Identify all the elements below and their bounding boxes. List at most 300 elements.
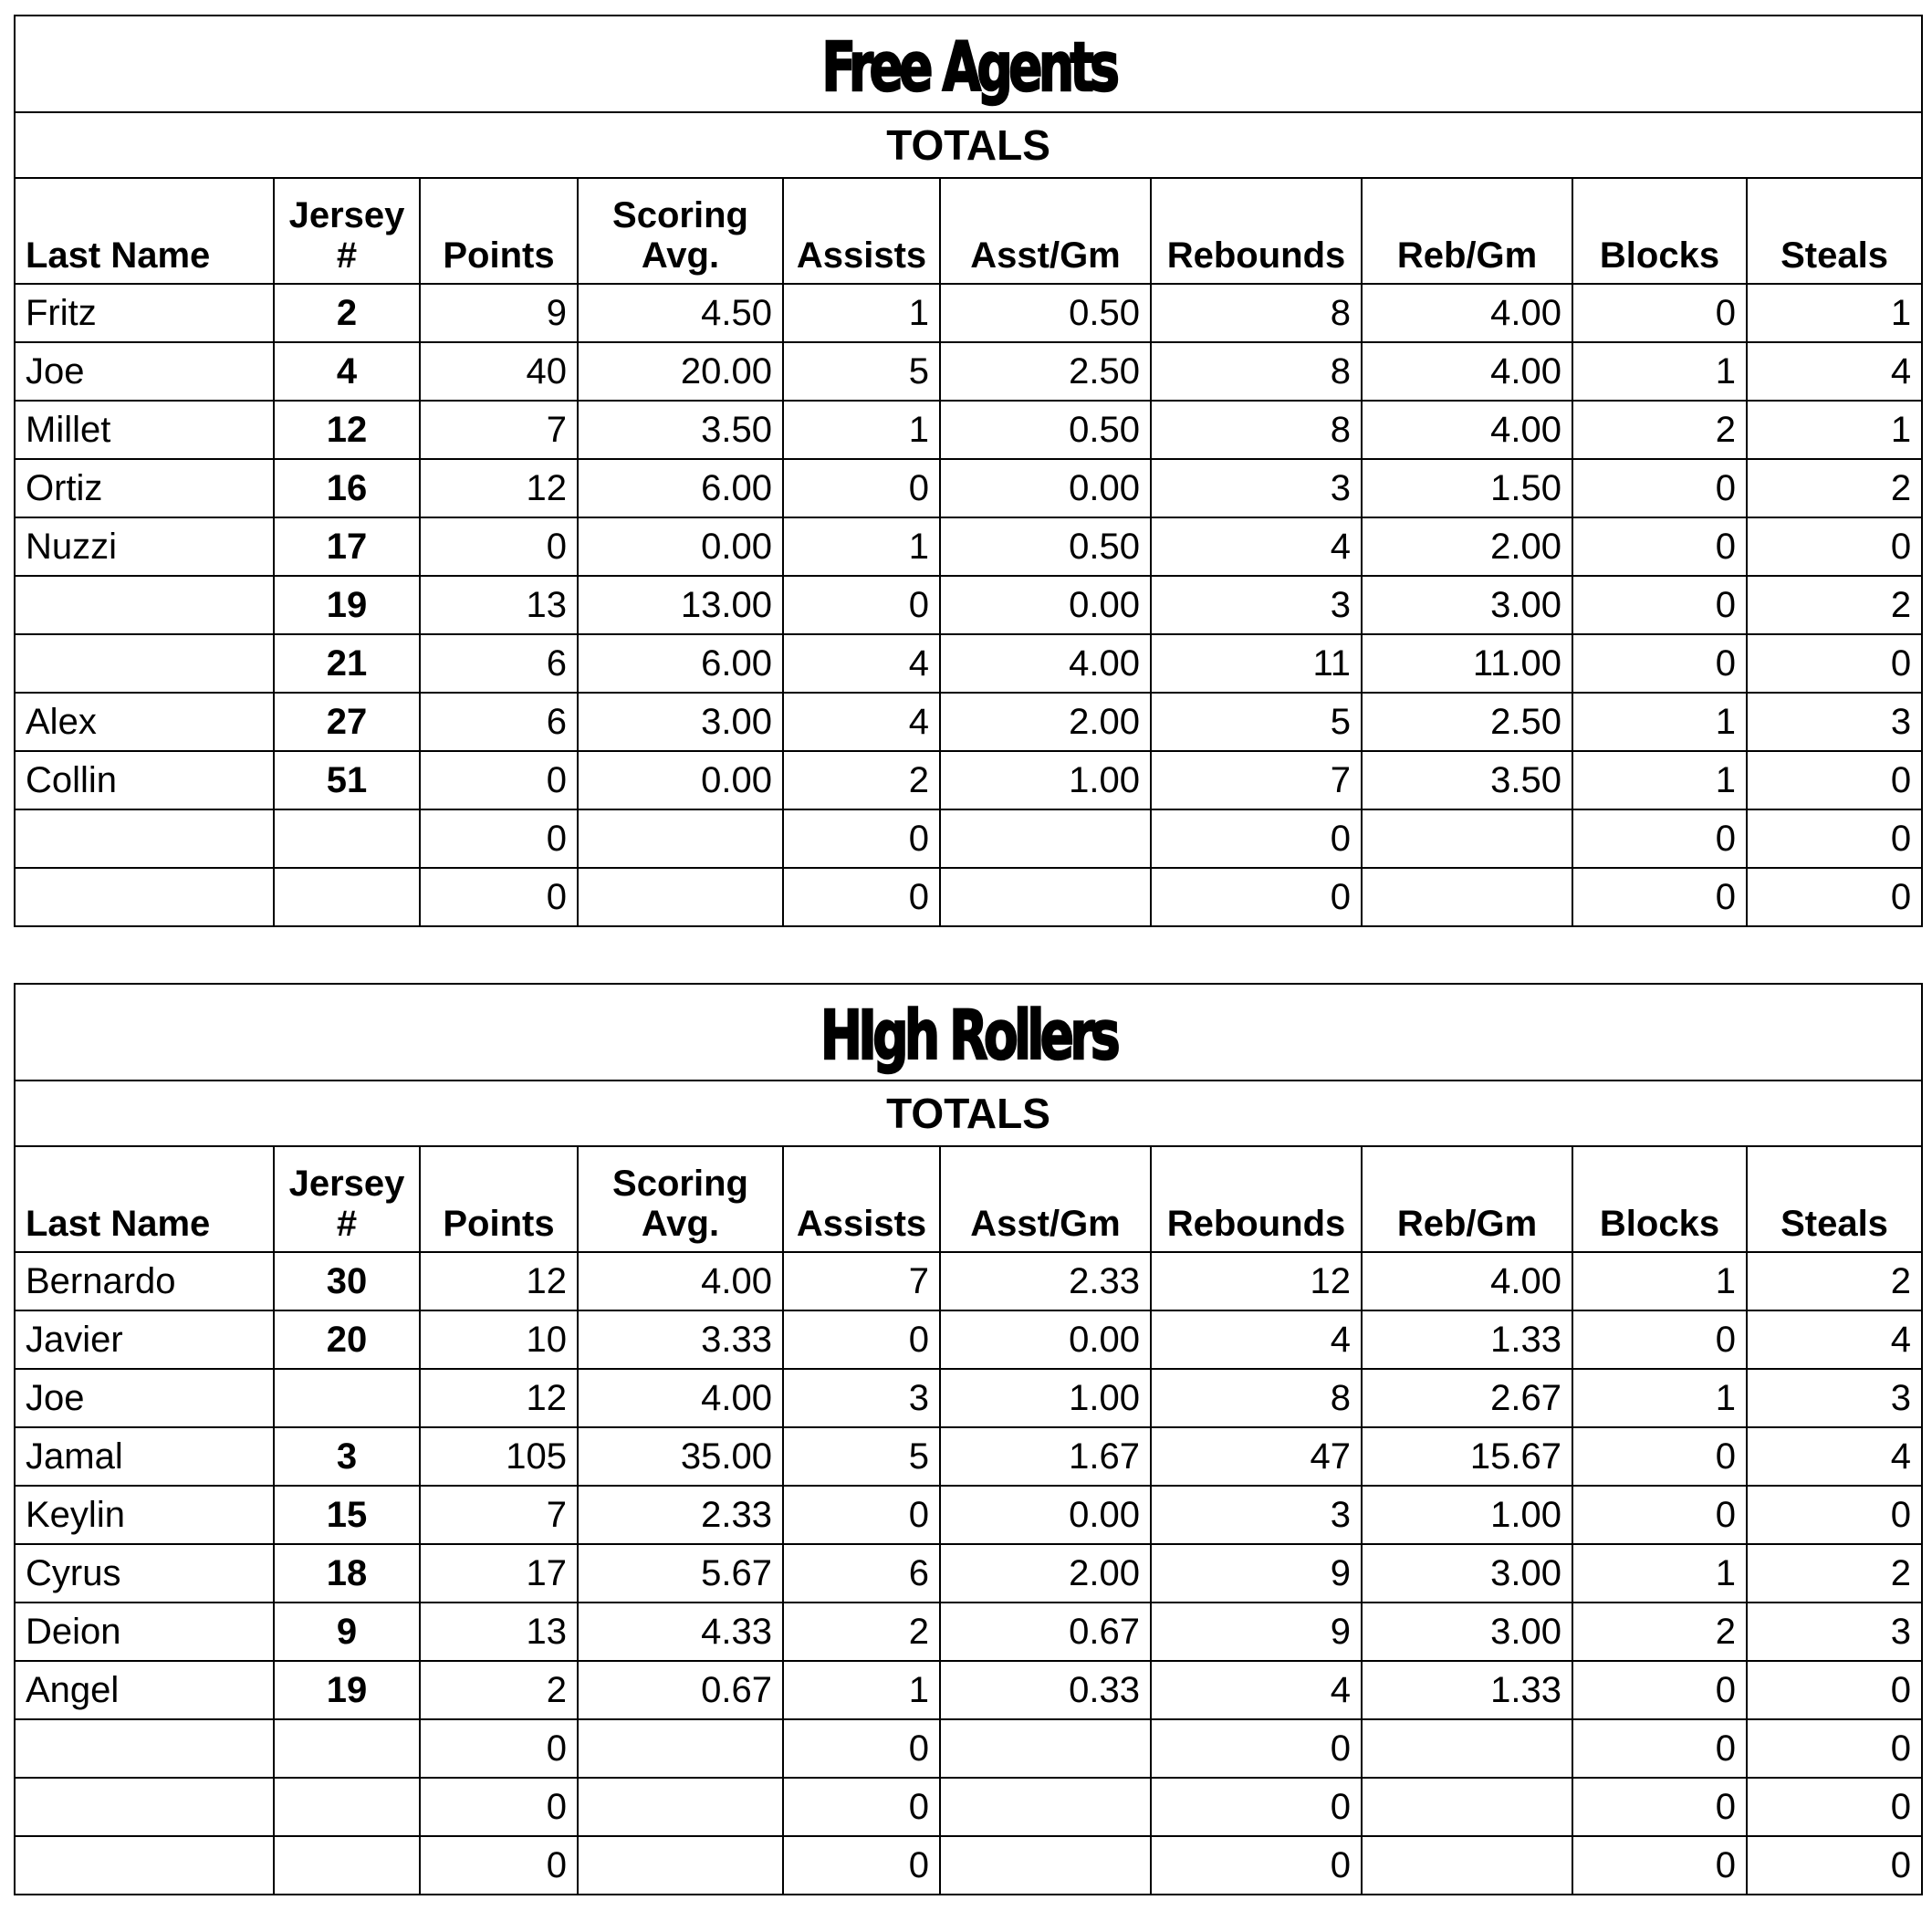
cell-blocks: 0 [1572,1427,1747,1486]
table-row [15,1661,1922,1719]
cell-points: 40 [420,342,578,401]
cell-steals: 0 [1747,1836,1922,1895]
cell-last-name [15,634,274,693]
cell-assists: 0 [783,576,940,634]
cell-jersey: 19 [274,1661,420,1719]
cell-points: 6 [420,634,578,693]
header-text: Last Name [26,1204,211,1244]
cell-points: 9 [420,284,578,342]
header-rebounds [1151,178,1362,284]
cell-asst-gm [940,868,1151,926]
cell-blocks: 0 [1572,284,1747,342]
cell-asst-gm: 0.00 [940,1310,1151,1369]
header-text: Assists [796,235,927,276]
cell-asst-gm: 4.00 [940,634,1151,693]
header-assists [783,1146,940,1252]
cell-rebounds: 9 [1151,1544,1362,1603]
cell-last-name: Alex [15,693,274,751]
cell-blocks: 1 [1572,1252,1747,1310]
cell-asst-gm: 1.00 [940,751,1151,809]
cell-points: 0 [420,1836,578,1895]
header-points [420,178,578,284]
cell-rebounds: 8 [1151,401,1362,459]
cell-reb-gm: 15.67 [1362,1427,1572,1486]
cell-steals: 2 [1747,1252,1922,1310]
cell-asst-gm: 1.67 [940,1427,1151,1486]
cell-reb-gm [1362,809,1572,868]
table-row [15,1486,1922,1544]
cell-assists: 0 [783,868,940,926]
cell-rebounds: 3 [1151,459,1362,517]
header-text: Steals [1781,235,1888,276]
cell-scoring-avg: 5.67 [578,1544,783,1603]
cell-points: 13 [420,1603,578,1661]
cell-steals: 4 [1747,342,1922,401]
cell-rebounds: 11 [1151,634,1362,693]
table-row [15,751,1922,809]
header-text: Avg. [641,235,720,276]
header-assists [783,178,940,284]
cell-steals: 0 [1747,868,1922,926]
table-row [15,1544,1922,1603]
header-text: # [336,235,358,276]
cell-rebounds: 0 [1151,868,1362,926]
cell-last-name [15,809,274,868]
totals-row [15,1081,1922,1146]
header-blocks [1572,1146,1747,1252]
table-row [15,1778,1922,1836]
cell-asst-gm: 0.50 [940,284,1151,342]
cell-reb-gm: 1.33 [1362,1661,1572,1719]
cell-last-name: Jamal [15,1427,274,1486]
header-text: Points [443,235,555,276]
cell-blocks: 0 [1572,1486,1747,1544]
team-title-row [15,16,1922,112]
cell-rebounds: 4 [1151,1661,1362,1719]
team-title-cell [15,984,1922,1081]
cell-reb-gm: 3.00 [1362,1544,1572,1603]
cell-assists: 5 [783,342,940,401]
cell-last-name: Cyrus [15,1544,274,1603]
totals-label: TOTALS [15,112,1922,178]
cell-asst-gm [940,1836,1151,1895]
cell-reb-gm: 1.00 [1362,1486,1572,1544]
cell-steals: 1 [1747,284,1922,342]
header-text: Asst/Gm [970,235,1121,276]
cell-rebounds: 0 [1151,1836,1362,1895]
cell-blocks: 2 [1572,401,1747,459]
column-header-row [15,178,1922,284]
cell-reb-gm: 2.00 [1362,517,1572,576]
cell-points: 0 [420,1778,578,1836]
header-text: Reb/Gm [1396,1204,1538,1244]
cell-scoring-avg: 4.50 [578,284,783,342]
cell-reb-gm: 1.33 [1362,1310,1572,1369]
header-text: Reb/Gm [1396,235,1538,276]
cell-assists: 5 [783,1427,940,1486]
cell-assists: 7 [783,1252,940,1310]
cell-jersey: 17 [274,517,420,576]
header-text: Steals [1781,1204,1888,1244]
header-text: Last Name [26,235,211,276]
cell-jersey: 30 [274,1252,420,1310]
cell-reb-gm [1362,1836,1572,1895]
header-text: Scoring [612,195,748,235]
cell-rebounds: 4 [1151,517,1362,576]
cell-reb-gm: 2.50 [1362,693,1572,751]
cell-points: 10 [420,1310,578,1369]
cell-last-name: Nuzzi [15,517,274,576]
cell-steals: 3 [1747,1603,1922,1661]
cell-last-name: Fritz [15,284,274,342]
cell-points: 17 [420,1544,578,1603]
cell-asst-gm: 0.50 [940,401,1151,459]
cell-scoring-avg: 4.00 [578,1369,783,1427]
cell-steals: 0 [1747,751,1922,809]
cell-rebounds: 12 [1151,1252,1362,1310]
cell-jersey: 27 [274,693,420,751]
cell-scoring-avg: 13.00 [578,576,783,634]
cell-blocks: 1 [1572,693,1747,751]
cell-jersey [274,1719,420,1778]
cell-blocks: 1 [1572,1369,1747,1427]
team-title-cell [15,16,1922,112]
cell-jersey [274,809,420,868]
cell-scoring-avg: 35.00 [578,1427,783,1486]
cell-blocks: 0 [1572,1661,1747,1719]
team-name: HIgh Rollers [820,997,1117,1075]
cell-points: 7 [420,1486,578,1544]
table-row [15,1836,1922,1895]
table-row [15,342,1922,401]
cell-points: 6 [420,693,578,751]
cell-jersey: 9 [274,1603,420,1661]
header-text: Assists [796,1204,927,1244]
header-text: Scoring [612,1164,748,1204]
cell-assists: 3 [783,1369,940,1427]
cell-scoring-avg [578,868,783,926]
cell-last-name: Ortiz [15,459,274,517]
header-jersey [274,178,420,284]
header-asst-gm [940,178,1151,284]
table-row [15,517,1922,576]
cell-reb-gm: 3.00 [1362,1603,1572,1661]
cell-last-name: Keylin [15,1486,274,1544]
cell-rebounds: 4 [1151,1310,1362,1369]
cell-points: 13 [420,576,578,634]
table-row [15,693,1922,751]
cell-points: 105 [420,1427,578,1486]
header-text: Jersey [288,1164,405,1204]
cell-rebounds: 0 [1151,1778,1362,1836]
cell-last-name: Millet [15,401,274,459]
cell-points: 2 [420,1661,578,1719]
cell-last-name: Javier [15,1310,274,1369]
cell-assists: 0 [783,1778,940,1836]
cell-asst-gm [940,1778,1151,1836]
totals-row [15,112,1922,178]
cell-jersey: 51 [274,751,420,809]
cell-rebounds: 5 [1151,693,1362,751]
cell-blocks: 0 [1572,459,1747,517]
cell-rebounds: 0 [1151,1719,1362,1778]
cell-steals: 2 [1747,1544,1922,1603]
cell-blocks: 0 [1572,868,1747,926]
cell-assists: 1 [783,1661,940,1719]
cell-scoring-avg: 6.00 [578,459,783,517]
cell-points: 0 [420,809,578,868]
cell-assists: 4 [783,693,940,751]
cell-assists: 0 [783,1310,940,1369]
table-row [15,1252,1922,1310]
cell-blocks: 0 [1572,1836,1747,1895]
cell-assists: 2 [783,1603,940,1661]
header-last-name [15,178,274,284]
cell-reb-gm: 11.00 [1362,634,1572,693]
cell-scoring-avg: 2.33 [578,1486,783,1544]
cell-rebounds: 8 [1151,342,1362,401]
cell-points: 0 [420,1719,578,1778]
header-scoring-avg [578,178,783,284]
cell-scoring-avg: 0.00 [578,751,783,809]
cell-scoring-avg [578,1719,783,1778]
cell-points: 12 [420,459,578,517]
cell-rebounds: 47 [1151,1427,1362,1486]
cell-reb-gm: 2.67 [1362,1369,1572,1427]
cell-assists: 4 [783,634,940,693]
table-row [15,1310,1922,1369]
cell-reb-gm: 4.00 [1362,342,1572,401]
table-row [15,1369,1922,1427]
cell-asst-gm [940,1719,1151,1778]
cell-blocks: 2 [1572,1603,1747,1661]
cell-scoring-avg: 0.00 [578,517,783,576]
header-text: Jersey [288,195,405,235]
cell-rebounds: 3 [1151,1486,1362,1544]
table-row [15,1603,1922,1661]
cell-blocks: 0 [1572,1719,1747,1778]
cell-blocks: 0 [1572,809,1747,868]
cell-steals: 0 [1747,1719,1922,1778]
cell-asst-gm: 2.00 [940,1544,1151,1603]
header-text: Rebounds [1166,235,1346,276]
cell-last-name: Angel [15,1661,274,1719]
cell-steals: 0 [1747,634,1922,693]
cell-assists: 0 [783,809,940,868]
cell-steals: 0 [1747,1661,1922,1719]
cell-asst-gm: 0.33 [940,1661,1151,1719]
cell-asst-gm: 0.50 [940,517,1151,576]
cell-points: 7 [420,401,578,459]
cell-jersey: 21 [274,634,420,693]
stats-table-high-rollers [14,983,1923,1895]
cell-jersey: 12 [274,401,420,459]
cell-scoring-avg: 20.00 [578,342,783,401]
cell-reb-gm [1362,1778,1572,1836]
table-row [15,576,1922,634]
cell-rebounds: 8 [1151,284,1362,342]
cell-steals: 2 [1747,459,1922,517]
cell-steals: 3 [1747,1369,1922,1427]
cell-asst-gm: 2.00 [940,693,1151,751]
cell-jersey: 16 [274,459,420,517]
header-last-name [15,1146,274,1252]
cell-jersey [274,1369,420,1427]
cell-steals: 0 [1747,1778,1922,1836]
cell-steals: 4 [1747,1310,1922,1369]
team-name: Free Agents [821,28,1115,107]
totals-label: TOTALS [15,1081,1922,1146]
cell-assists: 1 [783,284,940,342]
cell-jersey [274,1778,420,1836]
cell-rebounds: 3 [1151,576,1362,634]
cell-asst-gm: 1.00 [940,1369,1151,1427]
cell-scoring-avg: 3.33 [578,1310,783,1369]
cell-blocks: 0 [1572,1778,1747,1836]
cell-reb-gm: 1.50 [1362,459,1572,517]
cell-steals: 4 [1747,1427,1922,1486]
table-row [15,1719,1922,1778]
cell-assists: 6 [783,1544,940,1603]
header-rebounds [1151,1146,1362,1252]
cell-last-name [15,1778,274,1836]
cell-asst-gm: 0.00 [940,1486,1151,1544]
table-row [15,634,1922,693]
cell-scoring-avg [578,1836,783,1895]
cell-assists: 0 [783,1486,940,1544]
cell-asst-gm: 0.00 [940,576,1151,634]
header-text: Blocks [1599,235,1720,276]
cell-scoring-avg: 6.00 [578,634,783,693]
cell-jersey: 4 [274,342,420,401]
cell-reb-gm: 4.00 [1362,284,1572,342]
cell-scoring-avg: 0.67 [578,1661,783,1719]
column-header-row [15,1146,1922,1252]
cell-last-name: Joe [15,342,274,401]
cell-jersey: 18 [274,1544,420,1603]
cell-rebounds: 8 [1151,1369,1362,1427]
cell-blocks: 1 [1572,342,1747,401]
cell-assists: 1 [783,517,940,576]
cell-steals: 0 [1747,1486,1922,1544]
cell-blocks: 0 [1572,576,1747,634]
cell-asst-gm [940,809,1151,868]
cell-steals: 2 [1747,576,1922,634]
cell-jersey: 3 [274,1427,420,1486]
cell-blocks: 0 [1572,634,1747,693]
stats-table-free-agents [14,15,1923,927]
cell-reb-gm [1362,868,1572,926]
header-jersey [274,1146,420,1252]
cell-last-name [15,1836,274,1895]
header-text: Asst/Gm [970,1204,1121,1244]
header-reb-gm [1362,178,1572,284]
header-text: Avg. [641,1204,720,1244]
cell-scoring-avg [578,809,783,868]
cell-blocks: 1 [1572,1544,1747,1603]
table-row [15,1427,1922,1486]
cell-last-name: Bernardo [15,1252,274,1310]
cell-rebounds: 7 [1151,751,1362,809]
header-blocks [1572,178,1747,284]
cell-steals: 0 [1747,517,1922,576]
cell-blocks: 0 [1572,1310,1747,1369]
header-text: # [336,1204,358,1244]
cell-reb-gm: 3.00 [1362,576,1572,634]
cell-steals: 1 [1747,401,1922,459]
table-row [15,284,1922,342]
cell-last-name [15,868,274,926]
cell-last-name [15,1719,274,1778]
cell-points: 12 [420,1252,578,1310]
cell-asst-gm: 2.50 [940,342,1151,401]
cell-points: 0 [420,751,578,809]
cell-jersey: 20 [274,1310,420,1369]
header-points [420,1146,578,1252]
table-row [15,809,1922,868]
cell-points: 0 [420,517,578,576]
cell-assists: 1 [783,401,940,459]
cell-jersey [274,868,420,926]
team-title-row [15,984,1922,1081]
cell-reb-gm: 4.00 [1362,401,1572,459]
cell-reb-gm: 4.00 [1362,1252,1572,1310]
cell-last-name: Joe [15,1369,274,1427]
cell-points: 12 [420,1369,578,1427]
header-text: Rebounds [1166,1204,1346,1244]
table-row [15,401,1922,459]
cell-scoring-avg: 4.33 [578,1603,783,1661]
cell-steals: 0 [1747,809,1922,868]
header-text: Points [443,1204,555,1244]
cell-asst-gm: 2.33 [940,1252,1151,1310]
cell-assists: 0 [783,1836,940,1895]
cell-blocks: 0 [1572,517,1747,576]
cell-rebounds: 0 [1151,809,1362,868]
cell-scoring-avg: 4.00 [578,1252,783,1310]
header-steals [1747,1146,1922,1252]
cell-steals: 3 [1747,693,1922,751]
cell-scoring-avg [578,1778,783,1836]
cell-scoring-avg: 3.50 [578,401,783,459]
table-row [15,868,1922,926]
header-asst-gm [940,1146,1151,1252]
cell-jersey: 2 [274,284,420,342]
cell-last-name: Deion [15,1603,274,1661]
cell-asst-gm: 0.67 [940,1603,1151,1661]
cell-jersey: 19 [274,576,420,634]
cell-assists: 0 [783,459,940,517]
table-row [15,459,1922,517]
cell-reb-gm: 3.50 [1362,751,1572,809]
cell-last-name [15,576,274,634]
cell-rebounds: 9 [1151,1603,1362,1661]
cell-jersey: 15 [274,1486,420,1544]
cell-reb-gm [1362,1719,1572,1778]
cell-blocks: 1 [1572,751,1747,809]
cell-asst-gm: 0.00 [940,459,1151,517]
cell-jersey [274,1836,420,1895]
cell-last-name: Collin [15,751,274,809]
header-text: Blocks [1599,1204,1720,1244]
cell-assists: 0 [783,1719,940,1778]
cell-scoring-avg: 3.00 [578,693,783,751]
cell-points: 0 [420,868,578,926]
header-scoring-avg [578,1146,783,1252]
header-reb-gm [1362,1146,1572,1252]
header-steals [1747,178,1922,284]
cell-assists: 2 [783,751,940,809]
